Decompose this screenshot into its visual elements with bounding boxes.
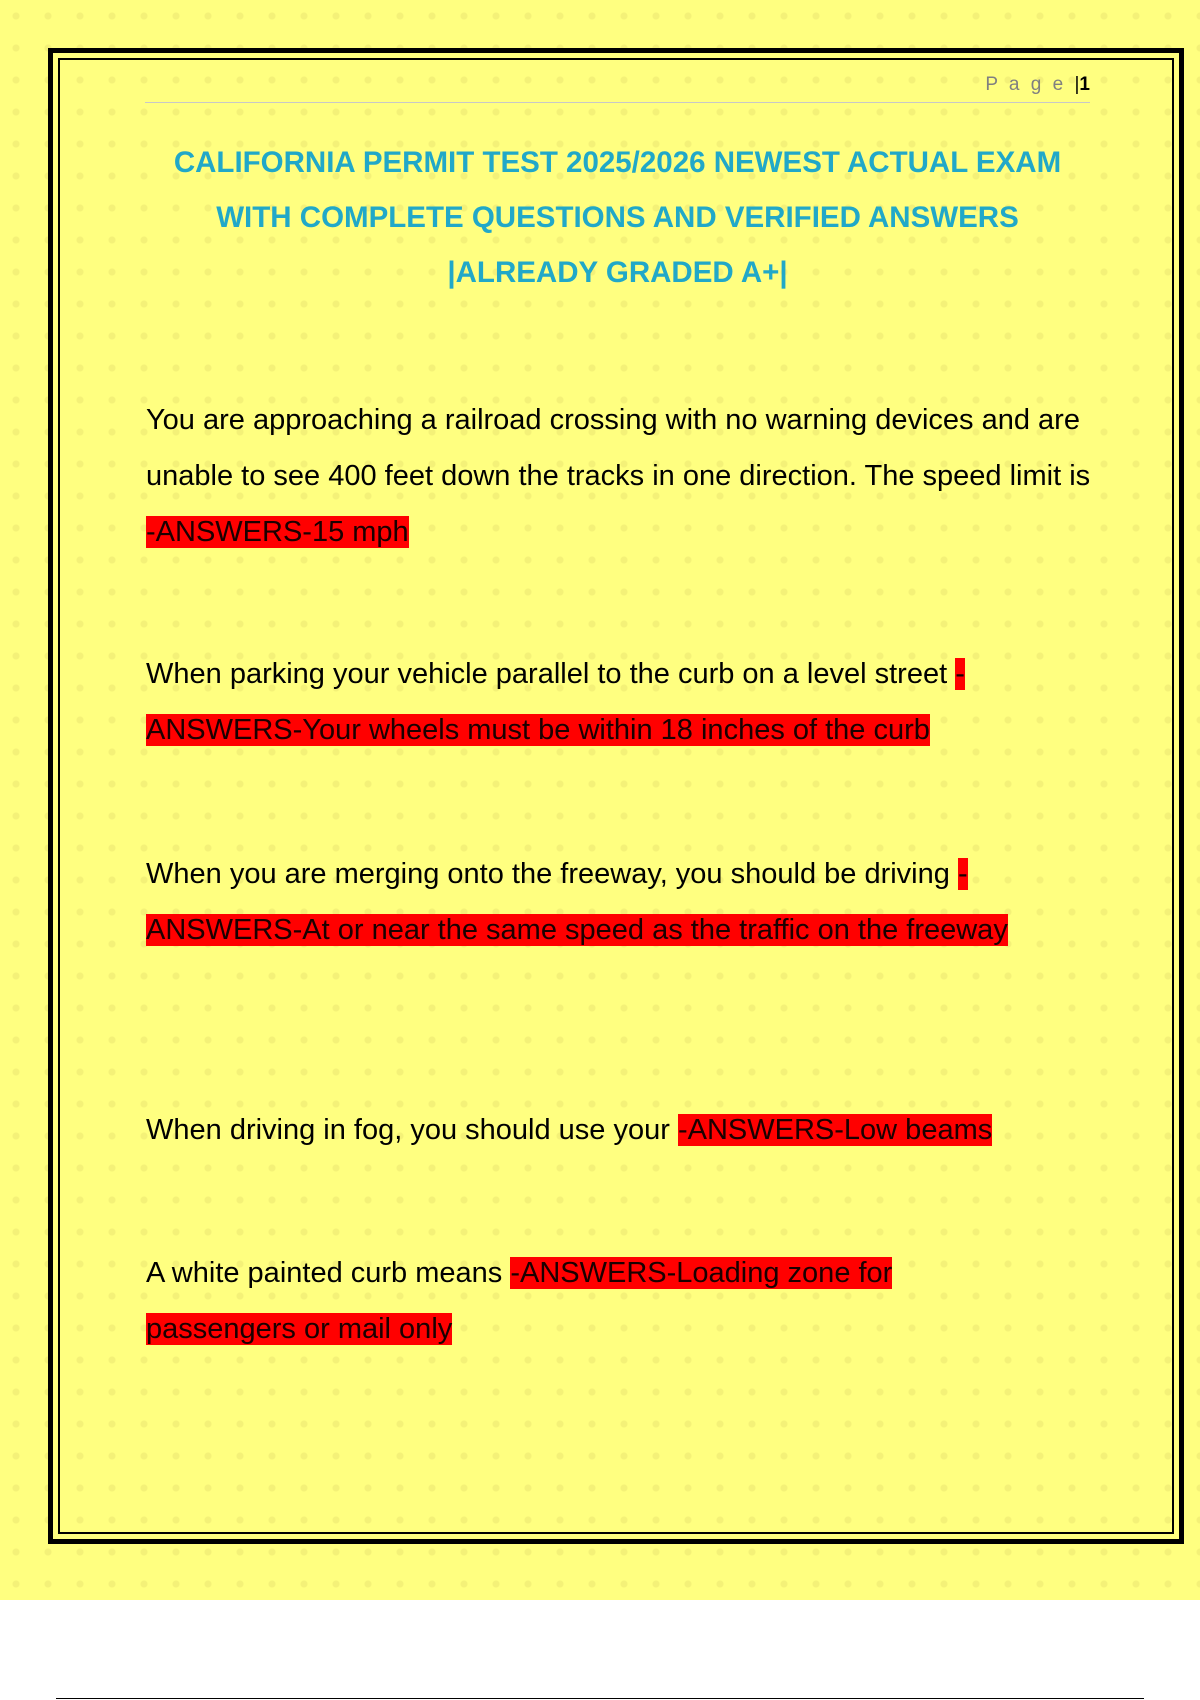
page-header [145, 74, 1090, 103]
question-text: When you are merging onto the freeway, you should be driving [146, 858, 950, 890]
page-number: 1 [1079, 74, 1090, 95]
question-text: You are approaching a railroad crossing with no warning devices and are unable to see 400 feet down the tracks in one direction. The speed limit is [146, 404, 1091, 492]
answer-text: -ANSWERS-Your wheels must be within 18 inches of the curb [146, 658, 965, 746]
page-label: P a g e [985, 74, 1067, 95]
page-separator: | [1074, 74, 1080, 95]
qa-item-3 [146, 846, 1076, 958]
answer-text: -ANSWERS-Low beams [677, 1114, 993, 1146]
question-text: When parking your vehicle parallel to the curb on a level street [146, 658, 948, 690]
qa-item-4 [146, 1102, 1096, 1158]
document-title: CALIFORNIA PERMIT TEST 2025/2026 NEWEST ACTUAL EXAM WITH COMPLETE QUESTIONS AND VERIFIED ANSWERS |ALREADY GRADED A+| [173, 146, 1062, 289]
answer-text: -ANSWERS-15 mph [146, 516, 409, 548]
qa-item-2 [146, 646, 1096, 758]
question-text: When driving in fog, you should use your [146, 1114, 670, 1146]
question-text: A white painted curb means [146, 1257, 503, 1289]
answer-text: -ANSWERS-Loading zone for passengers or mail only [146, 1257, 893, 1345]
next-page-top-rule [56, 1698, 1144, 1699]
qa-item-5 [146, 1245, 1026, 1357]
answer-text: -ANSWERS-At or near the same speed as the traffic on the freeway [146, 858, 1008, 946]
qa-item-1 [146, 392, 1096, 560]
